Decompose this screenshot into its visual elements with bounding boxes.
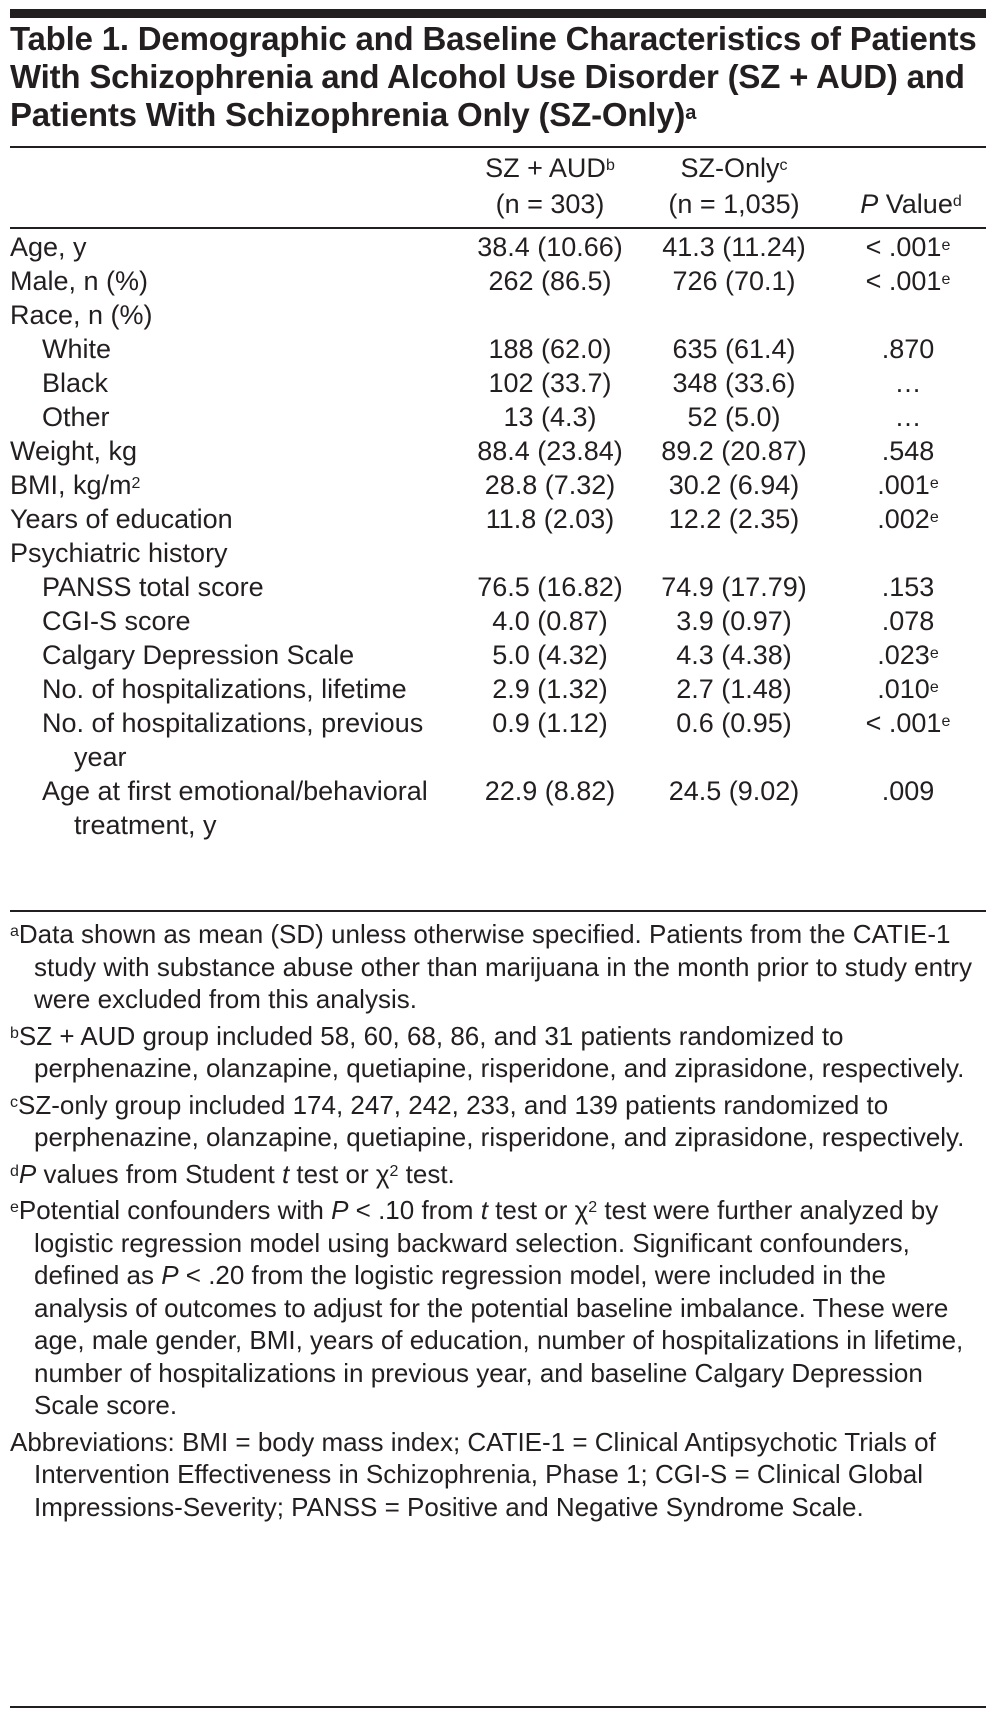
col-name: SZ-Only [680,153,780,183]
row-label: CGI-S score [42,606,191,636]
footnote-mark: e [929,509,939,526]
table-row [10,331,986,368]
row-label-text: BMI, kg/m [10,470,132,500]
table-row [10,433,986,470]
cell-sz-only: 3.9 (0.97) [676,606,792,636]
pvalue-text: < .001 [865,266,942,296]
row-label-continuation: treatment, y [74,810,217,840]
cell-sz-only: 0.6 (0.95) [676,708,792,738]
table-row [10,365,986,402]
superscript: 2 [588,1199,598,1216]
table-row [10,501,986,538]
superscript: 2 [389,1162,399,1180]
footnote-mark: e [941,237,951,254]
row-label: Calgary Depression Scale [42,640,355,670]
col-mark: c [779,157,788,174]
table-row [10,569,986,606]
row-label [10,467,140,504]
footnote-mark: e [929,679,939,696]
cell-pvalue: .153 [881,572,935,602]
footnote-text: Potential confounders with [18,1195,332,1225]
cell-pvalue [836,467,980,504]
cell-sz-aud: 88.4 (23.84) [477,436,623,466]
cell-sz-aud: 188 (62.0) [488,334,612,364]
row-label: Years of education [10,504,233,534]
row-label: No. of hospitalizations, lifetime [42,674,407,704]
pvalue-text: .001 [877,470,930,500]
col-mark: b [605,157,615,174]
footnote-text: values from Student [36,1158,282,1189]
row-label: Age, y [10,232,87,262]
footnote-text: test. [398,1158,455,1189]
table-row [10,773,986,841]
footnote-mark: e [941,713,951,730]
cell-sz-aud: 28.8 (7.32) [484,470,616,500]
p-italic: P [18,1158,37,1189]
row-label: Other [42,402,110,432]
cell-sz-only: 726 (70.1) [672,266,796,296]
footnote-text: SZ + AUD group included 58, 60, 68, 86, and 31 patients randomized to perphenazine, olanzapine, quetiapine, risperidone, and ziprasidone, respectively. [18,1020,965,1083]
table-row [10,603,986,640]
cell-pvalue [836,671,980,708]
footnote-text: < .10 from [348,1195,481,1225]
cell-pvalue [836,501,980,538]
pvalue-text: .023 [877,640,930,670]
table-row [10,229,986,266]
cell-sz-only: 30.2 (6.94) [668,470,800,500]
table-row [10,705,986,773]
abbreviations: Abbreviations: BMI = body mass index; CATIE-1 = Clinical Antipsychotic Trials of Intervention Effectiveness in Schizophrenia, Phase 1; CGI-S = Clinical Global Impressions-Severity; PANSS = Positive and Negative Syndrome Scale. [10,1426,936,1522]
row-label: Age at first emotional/behavioral [42,776,428,806]
footnote-e [10,1194,986,1422]
bottom-rule [10,1706,986,1708]
col-name: SZ + AUD [485,153,606,183]
footnote-b [10,1020,986,1085]
cell-sz-only: 52 (5.0) [687,402,781,432]
p-italic: P [161,1260,179,1290]
footnote-mark: b [10,1024,19,1042]
footnote-text: < .20 from the logistic regression model, were included in the analysis of outcomes to adjust for the potential baseline imbalance. These were age, male gender, BMI, years of education, number of hospitalizations in lifetime, number of hospitalizations in previous year, and baseline Calgary Depression Scale score. [34,1260,964,1420]
table-title [10,20,986,134]
row-label: Male, n (%) [10,266,149,296]
pvalue-text: < .001 [865,232,942,262]
row-label-continuation: year [74,742,127,772]
cell-sz-only: 12.2 (2.35) [668,504,800,534]
footnote-text: SZ-only group included 174, 247, 242, 233, and 139 patients randomized to perphenazine, olanzapine, quetiapine, risperidone, and ziprasidone, respectively. [18,1089,965,1152]
row-label: No. of hospitalizations, previous [42,708,424,738]
table-row [10,637,986,674]
cell-sz-only: 4.3 (4.38) [676,640,792,670]
t-italic: t [281,1158,290,1189]
cell-sz-only: 635 (61.4) [672,334,796,364]
footnote-text: test or χ [289,1158,390,1189]
row-label: Black [42,368,109,398]
cell-sz-aud: 76.5 (16.82) [477,572,623,602]
footnote-a [10,918,986,1016]
top-thick-rule [10,9,986,18]
col-header-pvalue [836,186,986,222]
cell-sz-aud: 13 (4.3) [503,402,597,432]
pvalue-text: < .001 [865,708,942,738]
t-italic: t [480,1195,488,1225]
footnote-mark: c [10,1093,18,1111]
col-header-sz-only [624,150,844,222]
footnote-mark: e [929,475,939,492]
cell-sz-aud: 11.8 (2.03) [485,504,615,534]
cell-pvalue: .548 [881,436,935,466]
row-label: Weight, kg [10,436,138,466]
footnote-text: test or χ [487,1195,589,1225]
col-n: (n = 303) [495,189,605,219]
cell-pvalue: … [894,402,922,432]
cell-pvalue [836,705,980,742]
row-label: Race, n (%) [10,300,153,330]
cell-pvalue: .009 [881,776,935,806]
cell-sz-only: 74.9 (17.79) [661,572,807,602]
footnote-text: Data shown as mean (SD) unless otherwise specified. Patients from the CATIE-1 study with substance abuse other than marijuana in the month prior to study entry were excluded from this analysis. [18,919,972,1014]
col-n: (n = 1,035) [668,189,800,219]
cell-sz-aud: 262 (86.5) [488,266,612,296]
table-title-text: Table 1. Demographic and Baseline Characteristics of Patients With Schizophrenia and Alcohol Use Disorder (SZ + AUD) and Patients With Schizophrenia Only (SZ-Only) [10,20,977,133]
cell-pvalue [836,263,980,300]
cell-sz-only: 2.7 (1.48) [676,674,792,704]
cell-sz-aud: 102 (33.7) [488,368,612,398]
p-italic: P [331,1195,349,1225]
title-footnote-mark: a [685,102,697,124]
cell-pvalue: … [894,368,922,398]
cell-sz-aud: 4.0 (0.87) [492,606,608,636]
cell-pvalue [836,229,980,266]
cell-sz-aud: 2.9 (1.32) [492,674,608,704]
pvalue-text: .002 [877,504,930,534]
footnote-d [10,1158,986,1191]
table-row [10,399,986,436]
footnotes [10,918,986,1527]
col-name: Value [885,189,953,219]
col-mark: d [952,193,962,210]
cell-sz-only: 41.3 (11.24) [662,232,806,262]
footnote-mark: d [10,1162,19,1180]
row-label: PANSS total score [42,572,264,602]
pvalue-text: .010 [877,674,930,704]
superscript: 2 [131,475,141,492]
row-label: White [42,334,112,364]
footnote-mark: e [929,645,939,662]
cell-sz-aud: 22.9 (8.82) [484,776,616,806]
row-label: Psychiatric history [10,538,228,568]
table-row [10,297,986,334]
cell-sz-only: 24.5 (9.02) [668,776,800,806]
footnote-mark: e [941,271,951,288]
cell-sz-only: 89.2 (20.87) [661,436,807,466]
footnote-text: test were further analyzed by logistic regression model using backward selection. Significant confounders, defined as [34,1195,939,1290]
footnote-mark: a [10,923,19,940]
cell-pvalue: .078 [881,606,935,636]
table-row [10,671,986,708]
footnote-c [10,1089,986,1154]
table-row [10,263,986,300]
cell-sz-aud: 38.4 (10.66) [477,232,623,262]
footnote-mark: e [10,1199,19,1216]
cell-pvalue: .870 [881,334,935,364]
header-top-rule [10,146,986,148]
cell-sz-aud: 5.0 (4.32) [492,640,608,670]
cell-sz-aud: 0.9 (1.12) [492,708,608,738]
cell-pvalue [836,637,980,674]
p-italic: P [860,189,879,219]
table-bottom-rule [10,910,986,912]
cell-sz-only: 348 (33.6) [672,368,796,398]
table-row [10,467,986,504]
table-row [10,535,986,572]
col-header-sz-aud [450,150,650,222]
